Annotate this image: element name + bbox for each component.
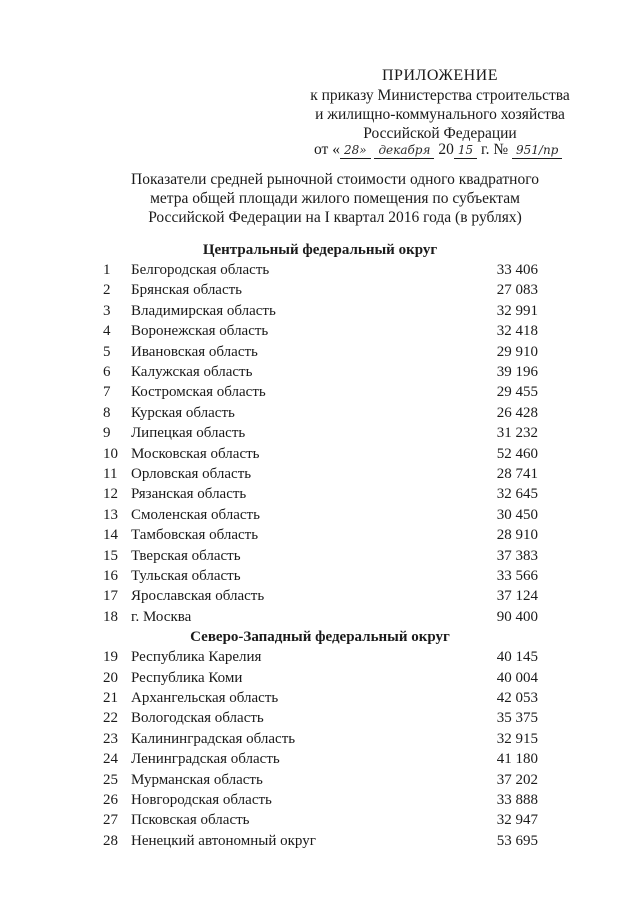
region-name: Белгородская область	[131, 262, 270, 278]
table-row	[0, 568, 640, 588]
row-number: 22	[103, 710, 118, 727]
price-value: 37 383	[496, 547, 538, 564]
table-row	[0, 731, 640, 751]
table-row	[0, 405, 640, 425]
row-number: 17	[103, 588, 118, 605]
price-value: 28 741	[496, 466, 538, 482]
document-title-line-2: метра общей площади жилого помещения по субъектам	[150, 190, 520, 207]
appendix-title: ПРИЛОЖЕНИЕ	[381, 67, 498, 84]
price-value: 37 202	[496, 771, 538, 788]
table-row	[0, 609, 640, 629]
region-name: Калининградская область	[131, 730, 296, 747]
table-row	[0, 588, 640, 608]
region-name: Ивановская область	[131, 343, 258, 360]
region-name: Тамбовская область	[131, 527, 259, 544]
table-row	[0, 466, 640, 486]
table-row	[0, 527, 640, 547]
table-row	[0, 507, 640, 527]
region-name: Орловская область	[131, 466, 252, 482]
row-number: 12	[103, 486, 118, 503]
region-name: Ярославская область	[131, 588, 265, 605]
row-number: 18	[103, 608, 118, 625]
region-name: Тверская область	[131, 547, 241, 564]
table-row	[0, 446, 640, 466]
price-value: 33 406	[496, 262, 538, 278]
table-row	[0, 772, 640, 792]
price-value: 29 910	[496, 343, 538, 360]
order-date-line	[314, 141, 562, 159]
date-year-label: г. №	[480, 141, 509, 158]
row-number: 20	[103, 669, 118, 686]
region-name: Псковская область	[131, 812, 250, 829]
date-day-handwritten: 28»	[340, 143, 371, 159]
date-year-handwritten: 15	[454, 143, 477, 159]
price-value: 42 053	[496, 690, 538, 706]
row-number: 15	[103, 547, 118, 564]
region-name: Ленинградская область	[131, 751, 280, 768]
row-number: 19	[103, 649, 118, 666]
row-number: 1	[103, 262, 111, 278]
row-number: 21	[103, 690, 118, 706]
price-value: 32 947	[496, 812, 538, 829]
region-name: г. Москва	[131, 608, 192, 625]
row-number: 13	[103, 506, 118, 523]
date-prefix: от «	[314, 141, 340, 158]
table-row	[0, 425, 640, 445]
table-row	[0, 812, 640, 832]
appendix-line-housing: и жилищно-коммунального хозяйства	[315, 106, 565, 123]
table-row	[0, 262, 640, 282]
section-title: Центральный федеральный округ	[202, 242, 438, 258]
table-row	[0, 323, 640, 343]
region-name: Владимирская область	[131, 302, 276, 319]
price-value: 40 004	[496, 669, 538, 686]
region-name: Курская область	[131, 404, 235, 421]
price-value: 27 083	[496, 282, 538, 299]
region-name: Республика Карелия	[131, 649, 262, 666]
table-row	[0, 384, 640, 404]
table-row	[0, 364, 640, 384]
price-value: 33 888	[496, 792, 538, 808]
row-number: 16	[103, 568, 118, 584]
table-row	[0, 690, 640, 710]
table-row	[0, 282, 640, 302]
row-number: 14	[103, 527, 118, 544]
row-number: 23	[103, 730, 118, 747]
row-number: 28	[103, 832, 118, 849]
row-number: 11	[103, 466, 118, 482]
region-name: Тульская область	[131, 568, 241, 584]
appendix-line-federation: Российской Федерации	[363, 125, 517, 142]
price-value: 26 428	[496, 404, 538, 421]
row-number: 2	[103, 282, 111, 299]
row-number: 10	[103, 445, 118, 462]
region-name: Калужская область	[131, 364, 253, 380]
date-month-handwritten: декабря	[374, 143, 434, 159]
document-title	[110, 170, 560, 227]
table-row	[0, 670, 640, 690]
document-title-line-1: Показатели средней рыночной стоимости одного квадратного	[131, 171, 539, 188]
appendix-line-ministry: к приказу Министерства строительства	[310, 87, 570, 104]
row-number: 27	[103, 812, 118, 829]
region-name: Липецкая область	[131, 425, 246, 442]
table-row	[0, 751, 640, 771]
region-name: Смоленская область	[131, 506, 260, 523]
region-name: Ненецкий автономный округ	[131, 832, 316, 849]
price-value: 40 145	[496, 649, 538, 666]
table-row	[0, 344, 640, 364]
region-name: Новгородская область	[131, 792, 272, 808]
region-name: Рязанская область	[131, 486, 247, 503]
date-year-prefix: 20	[438, 141, 454, 158]
table-row	[0, 548, 640, 568]
region-name: Брянская область	[131, 282, 243, 299]
row-number: 26	[103, 792, 118, 808]
table-row	[0, 710, 640, 730]
region-name: Вологодская область	[131, 710, 264, 727]
price-value: 33 566	[496, 568, 538, 584]
region-name: Московская область	[131, 445, 260, 462]
price-value: 32 915	[496, 730, 538, 747]
table-row	[0, 303, 640, 323]
price-value: 52 460	[496, 445, 538, 462]
order-number-handwritten: 951/пр	[512, 143, 562, 159]
row-number: 5	[103, 343, 111, 360]
appendix-header	[300, 66, 580, 143]
row-number: 7	[103, 384, 111, 401]
price-value: 53 695	[496, 832, 538, 849]
row-number: 8	[103, 404, 111, 421]
region-name: Республика Коми	[131, 669, 243, 686]
price-value: 29 455	[496, 384, 538, 401]
row-number: 3	[103, 302, 111, 319]
price-value: 30 450	[496, 506, 538, 523]
row-number: 4	[103, 323, 111, 340]
price-value: 37 124	[496, 588, 538, 605]
region-name: Архангельская область	[131, 690, 279, 706]
region-name: Костромская область	[131, 384, 266, 401]
price-value: 31 232	[496, 425, 538, 442]
row-number: 25	[103, 771, 118, 788]
price-value: 32 418	[496, 323, 538, 340]
price-value: 39 196	[496, 364, 538, 380]
row-number: 24	[103, 751, 118, 768]
price-value: 32 991	[496, 302, 538, 319]
table-row	[0, 649, 640, 669]
price-value: 41 180	[496, 751, 538, 768]
price-value: 28 910	[496, 527, 538, 544]
price-value: 90 400	[496, 608, 538, 625]
document-title-line-3: Российской Федерации на I квартал 2016 года (в рублях)	[148, 209, 522, 226]
region-name: Воронежская область	[131, 323, 269, 340]
row-number: 9	[103, 425, 111, 442]
table-row	[0, 833, 640, 853]
row-number: 6	[103, 364, 111, 380]
region-name: Мурманская область	[131, 771, 263, 788]
price-value: 32 645	[496, 486, 538, 503]
price-value: 35 375	[496, 710, 538, 727]
table-row	[0, 792, 640, 812]
table-row	[0, 486, 640, 506]
section-title: Северо-Западный федеральный округ	[190, 629, 450, 646]
